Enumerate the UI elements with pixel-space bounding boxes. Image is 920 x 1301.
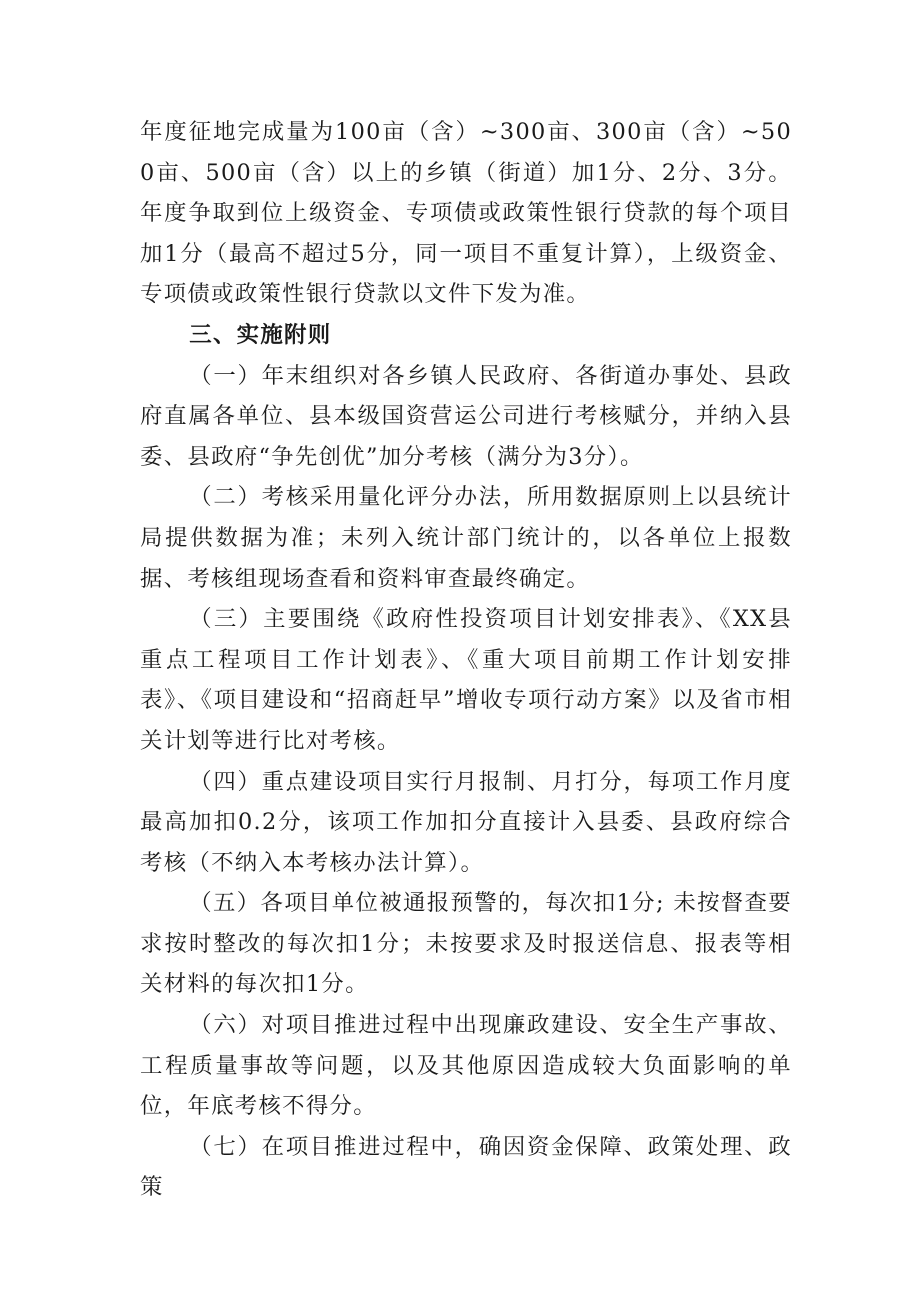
rule-item-6: （六）对项目推进过程中出现廉政建设、安全生产事故、工程质量事故等问题，以及其他原因造成较大负面影响的单位，年底考核不得分。 (140, 1012, 792, 1120)
intro-paragraph: 年度征地完成量为100亩（含）~300亩、300亩（含）~500亩、500亩（含）以上的乡镇（街道）加1分、2分、3分。年度争取到位上级资金、专项债或政策性银行贷款的每个项目加1分（最高不超过5分，同一项目不重复计算），上级资金、专项债或政策性银行贷款以文件下发为准。 (140, 119, 792, 308)
rule-item-4: （四）重点建设项目实行月报制、月打分，每项工作月度最高加扣0.2分，该项工作加扣分直接计入县委、县政府综合考核（不纳入本考核办法计算）。 (140, 768, 792, 876)
section-heading: 三、实施附则 (189, 321, 332, 348)
document-body (140, 112, 792, 1208)
rule-item-5: （五）各项目单位被通报预警的，每次扣1分; 未按督查要求按时整改的每次扣1分；未按要求及时报送信息、报表等相关材料的每次扣1分。 (140, 890, 792, 998)
rule-item-7: （七）在项目推进过程中，确因资金保障、政策处理、政策 (140, 1133, 792, 1201)
rule-item-2: （二）考核采用量化评分办法，所用数据原则上以县统计局提供数据为准；未列入统计部门统计的，以各单位上报数据、考核组现场查看和资料审查最终确定。 (140, 484, 792, 592)
rule-item-1: （一）年末组织对各乡镇人民政府、各街道办事处、县政府直属各单位、县本级国资营运公司进行考核赋分，并纳入县委、县政府“争先创优”加分考核（满分为3分）。 (140, 362, 792, 470)
rule-item-3: （三）主要围绕《政府性投资项目计划安排表》、《XX县重点工程项目工作计划表》、《重大项目前期工作计划安排表》、《项目建设和“招商赶早”增收专项行动方案》以及省市相关计划等进行比对考核。 (140, 606, 792, 754)
